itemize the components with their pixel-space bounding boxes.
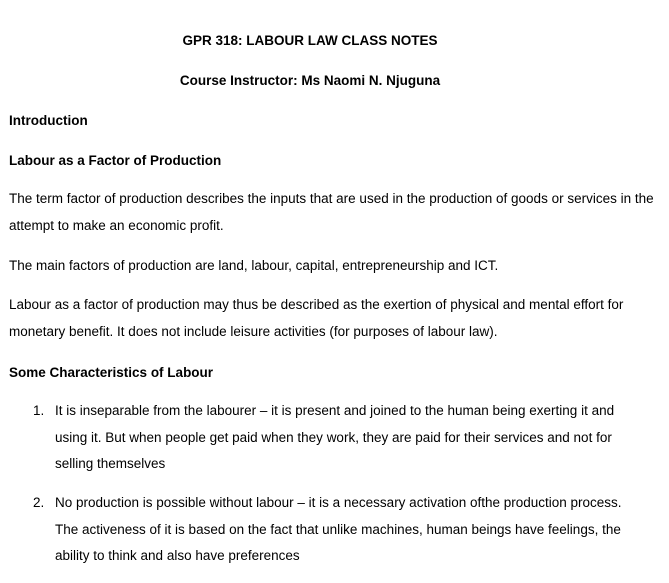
- paragraph-main-factors: The main factors of production are land, labour, capital, entrepreneurship and ICT.: [9, 258, 499, 273]
- list-item-inseparable: [33, 398, 643, 478]
- heading-characteristics: Some Characteristics of Labour: [9, 365, 214, 380]
- list-item-no-production: [33, 490, 643, 570]
- document-title: GPR 318: LABOUR LAW CLASS NOTES: [182, 33, 438, 48]
- list-item-text: It is inseparable from the labourer – it is present and joined to the human being exerting it and using it. But when people get paid when they work, they are paid for their services and not for selling themselves: [55, 403, 615, 471]
- course-instructor: Course Instructor: Ms Naomi N. Njuguna: [179, 73, 441, 88]
- heading-labour-factor: Labour as a Factor of Production: [9, 153, 222, 168]
- list-item-text: No production is possible without labour – it is a necessary activation ofthe production process. The activeness of it is based on the fact that unlike machines, human beings have feelings, the ability to think and also have preferences: [55, 495, 622, 563]
- list-number: 1.: [33, 403, 45, 418]
- list-number: 2.: [33, 495, 45, 510]
- heading-introduction: Introduction: [9, 113, 88, 128]
- paragraph-factor-definition: The term factor of production describes the inputs that are used in the production of goods or services in the attempt to make an economic profit.: [9, 191, 654, 233]
- paragraph-labour-definition: Labour as a factor of production may thus be described as the exertion of physical and mental effort for monetary benefit. It does not include leisure activities (for purposes of labour law).: [9, 297, 624, 339]
